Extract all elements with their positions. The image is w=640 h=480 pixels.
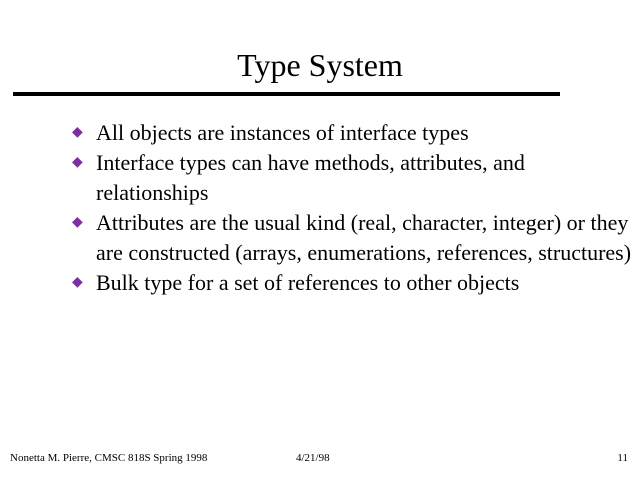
diamond-bullet-icon: ◆ [72,275,83,290]
footer-date: 4/21/98 [296,452,330,464]
list-item-text: All objects are instances of interface types [96,120,469,145]
diamond-bullet-icon: ◆ [72,155,83,170]
list-item [72,268,632,298]
title-divider [13,92,560,96]
list-item [72,118,632,148]
list-item-text: Interface types can have methods, attributes, and relationships [96,150,525,205]
list-item-text: Attributes are the usual kind (real, character, integer) or they are constructed (arrays, enumerations, references, structures) [96,210,632,265]
bullet-list [72,118,632,298]
page-title: Type System [237,47,403,83]
slide-footer [0,450,640,468]
footer-page-number: 11 [617,452,628,464]
list-item [72,208,632,268]
diamond-bullet-icon: ◆ [72,215,83,230]
footer-attribution: Nonetta M. Pierre, CMSC 818S Spring 1998 [10,452,208,464]
diamond-bullet-icon: ◆ [72,125,83,140]
list-item-text: Bulk type for a set of references to other objects [96,270,520,295]
list-item [72,148,632,208]
